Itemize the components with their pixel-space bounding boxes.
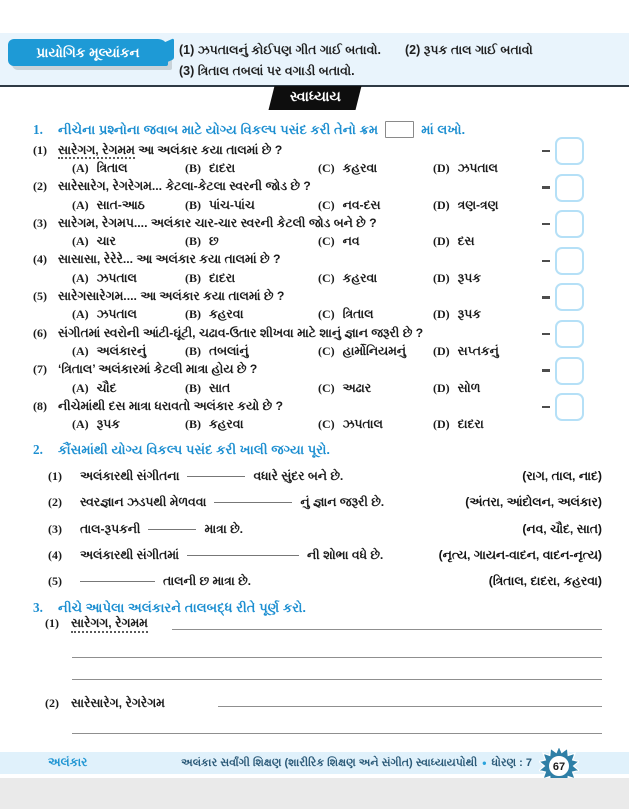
- question-2-number: 2.: [33, 441, 43, 457]
- option-c: (C) ઝપતાલ: [318, 417, 383, 432]
- fill-item-4: (4) અલંકારથી સંગીતમાં ની શોભા વધે છે. (નૃત્ય, ગાયન-વાદન, વાદન-નૃત્ય): [0, 547, 629, 573]
- answer-box[interactable]: [555, 320, 584, 348]
- fill-hint: (નૃત્ય, ગાયન-વાદન, વાદન-નૃત્ય): [438, 547, 602, 562]
- option-c: (C) હાર્મોનિયમનું: [318, 343, 406, 358]
- option-c: (C) ત્રિતાલ: [318, 307, 374, 322]
- option-c: (C) કહરવા: [318, 160, 378, 175]
- option-d: (D) રૂપક: [433, 270, 481, 285]
- fill-hint: (નવ, ચૌદ, સાત): [522, 521, 602, 536]
- answer-box[interactable]: [555, 247, 584, 275]
- option-b: (B) કહરવા: [185, 307, 244, 322]
- answer-box[interactable]: [555, 137, 584, 165]
- mcq-num: (4): [33, 252, 47, 267]
- option-b: (B) તબલાંનું: [185, 343, 249, 358]
- fill-item-3: (3) તાલ-રૂપકની માત્રા છે. (નવ, ચૌદ, સાત): [0, 521, 629, 547]
- option-b: (B) સાત: [185, 380, 231, 395]
- mcq-question-text: સારેસારેગ, રેગરેગમ... કેટલા-કેટલા સ્વરની જોડ છે ?: [58, 179, 311, 194]
- answer-dash: [542, 223, 550, 226]
- mcq-num: (6): [33, 325, 47, 340]
- answer-dash: [542, 296, 550, 299]
- answer-dash: [542, 333, 550, 336]
- option-c: (C) અઢાર: [318, 380, 372, 395]
- question-3-heading: [0, 598, 306, 617]
- answer-dash: [542, 369, 550, 372]
- option-d: (D) દાદરા: [433, 417, 484, 432]
- writing-line[interactable]: [72, 733, 602, 734]
- answer-box[interactable]: [555, 283, 584, 311]
- mcq-num: (2): [33, 179, 47, 194]
- fill-item-2: (2) સ્વરજ્ઞાન ઝડપથી મેળવવા નું જ્ઞાન જરૂરી છે. (અંતરા, આંદોલન, અલંકાર): [0, 494, 629, 520]
- option-a: (A) ચાર: [72, 234, 116, 249]
- mcq-question-text: નીચેમાંથી દસ માત્રા ધરાવતો અલંકાર કયો છે ?: [58, 398, 283, 413]
- option-b: (B) છ: [185, 234, 219, 249]
- option-d: (D) ત્રણ-ત્રણ: [433, 197, 499, 212]
- option-a: (A) સાત-આઠ: [72, 197, 145, 212]
- fill-item-5: (5) તાલની છ માત્રા છે. (ત્રિતાલ, દાદરા, કહરવા): [0, 573, 629, 599]
- practical-instruction-2: (2) રૂપક તાલ ગાઈ બતાવો: [405, 43, 533, 57]
- answer-slot: [542, 247, 584, 275]
- option-c: (C) કહરવા: [318, 270, 378, 285]
- option-d: (D) દસ: [433, 234, 475, 249]
- answer-box[interactable]: [555, 174, 584, 202]
- mcq-question-text: ‘ત્રિતાલ’ અલંકારમાં કેટલી માત્રા હોય છે ?: [58, 362, 258, 377]
- answer-slot: [542, 357, 584, 385]
- mcq-item-3: [0, 214, 629, 251]
- option-b: (B) પાંચ-પાંચ: [185, 197, 255, 212]
- option-b: (B) દાદરા: [185, 160, 236, 175]
- notation-item-2: (2) સારેસારેગ, રેગરેગમ: [45, 696, 165, 710]
- footer-grade: ધોરણ : 7: [491, 756, 532, 769]
- mcq-item-5: [0, 287, 629, 324]
- fill-hint: (અંતરા, આંદોલન, અલંકાર): [465, 495, 602, 510]
- answer-dash: [542, 406, 550, 409]
- fill-hint: (ત્રિતાલ, દાદરા, કહરવા): [488, 574, 602, 589]
- answer-slot: [542, 283, 584, 311]
- question-3-section: [0, 596, 629, 752]
- practical-instructions: [179, 40, 533, 82]
- notation-tied: સારેગગ, રેગમમ: [71, 616, 148, 633]
- option-a: (A) ઝપતાલ: [72, 307, 137, 322]
- page-bottom-margin: [0, 778, 629, 809]
- footer-bullet: •: [482, 756, 487, 770]
- mcq-question-text: સારેગગ, રેગમમ આ અલંકાર કયા તાલમાં છે ?: [58, 142, 283, 157]
- option-a: (A) રૂપક: [72, 417, 120, 432]
- practical-instruction-1: (1) ઝપતાલનું કોઈપણ ગીત ગાઈ બતાવો.: [179, 43, 382, 57]
- answer-slot: [542, 320, 584, 348]
- answer-dash: [542, 150, 550, 153]
- option-c: (C) નવ: [318, 234, 360, 249]
- question-1-heading: [0, 120, 629, 139]
- mcq-question-text: સારેગસારેગમ.... આ અલંકાર કયા તાલમાં છે ?: [58, 289, 285, 304]
- writing-line[interactable]: [72, 657, 602, 658]
- mcq-question-text: સંગીતમાં સ્વરોની આંટી-ઘૂંટી, ચઢાવ-ઉતાર શીખવા માટે શાનું જ્ઞાન જરૂરી છે ?: [58, 325, 424, 340]
- mcq-question-text: સાસાસા, રેરેરે... આ અલંકાર કયા તાલમાં છે ?: [58, 252, 281, 267]
- fill-blank[interactable]: [148, 518, 196, 530]
- mcq-num: (1): [33, 142, 47, 157]
- mcq-question-text: સારેગમ, રેગમપ.... અલંકાર ચાર-ચાર સ્વરની કેટલી જોડ બને છે ?: [58, 215, 377, 230]
- fill-blank[interactable]: [80, 570, 155, 582]
- answer-dash: [542, 186, 550, 189]
- question-2-section: [0, 440, 629, 599]
- option-a: (A) ઝપતાલ: [72, 270, 137, 285]
- writing-line[interactable]: [172, 629, 602, 630]
- mcq-item-8: [0, 397, 629, 434]
- footer-chapter-label: અલંકાર: [48, 755, 88, 769]
- writing-line[interactable]: [72, 679, 602, 680]
- answer-box[interactable]: [555, 210, 584, 238]
- fill-blank[interactable]: [214, 491, 292, 503]
- option-d: (D) ઝપતાલ: [433, 160, 498, 175]
- question-2-heading-text: કૌંસમાંથી યોગ્ય વિકલ્પ પસંદ કરી ખાલી જગ્યા પૂરો.: [58, 441, 331, 457]
- question-2-heading: [0, 440, 629, 459]
- question-3-number: 3.: [33, 599, 43, 615]
- mcq-item-4: [0, 251, 629, 288]
- answer-slot: [542, 393, 584, 421]
- option-a: (A) ત્રિતાલ: [72, 160, 128, 175]
- footer-book-title: અલંકાર સર્વાંગી શિક્ષણ (શારીરિક શિક્ષણ અને સંગીત) સ્વાધ્યાયપોથી • ધોરણ : 7: [181, 756, 532, 770]
- practical-eval-badge: [8, 39, 168, 66]
- fill-item-1: (1) અલંકારથી સંગીતના વધારે સુંદર બને છે. (રાગ, તાલ, નાદ): [0, 468, 629, 494]
- writing-line[interactable]: [218, 706, 602, 707]
- notation-item-1: (1) સારેગગ, રેગમમ: [0, 616, 148, 633]
- question-3-heading-text: નીચે આપેલા અલંકારને તાલબદ્ધ રીતે પૂર્ણ કરો.: [58, 599, 307, 615]
- practical-eval-badge-label: પ્રાયોગિક મૂલ્યાંકન: [36, 44, 140, 60]
- question-1-section: [0, 120, 629, 434]
- question-1-heading-tail: માં લખો.: [421, 121, 466, 137]
- mcq-num: (8): [33, 398, 47, 413]
- mcq-item-6: [0, 324, 629, 361]
- option-d: (D) સપ્તકનું: [433, 343, 499, 358]
- practical-instruction-3: (3) ત્રિતાલ તબલાં પર વગાડી બતાવો.: [179, 64, 355, 78]
- mcq-num: (5): [33, 289, 47, 304]
- option-d: (D) સોળ: [433, 380, 481, 395]
- answer-slot: [542, 210, 584, 238]
- fill-blank[interactable]: [187, 544, 299, 556]
- mcq-num: (3): [33, 215, 47, 230]
- mcq-num: (7): [33, 362, 47, 377]
- mcq-item-7: [0, 361, 629, 398]
- mcq-item-1: [0, 141, 629, 178]
- option-b: (B) કહરવા: [185, 417, 244, 432]
- fill-blank[interactable]: [187, 465, 245, 477]
- answer-box[interactable]: [555, 357, 584, 385]
- mcq-item-2: [0, 178, 629, 215]
- option-c: (C) નવ-દસ: [318, 197, 381, 212]
- option-a: (A) ચૌદ: [72, 380, 117, 395]
- fill-hint: (રાગ, તાલ, નાદ): [522, 469, 602, 483]
- notation-tied: સારેગગ, રેગમમ: [58, 142, 135, 157]
- page-number: 67: [552, 761, 566, 773]
- question-1-number: 1.: [33, 121, 43, 137]
- inline-answer-box[interactable]: [385, 121, 414, 138]
- option-a: (A) અલંકારનું: [72, 343, 147, 358]
- option-b: (B) દાદરા: [185, 270, 236, 285]
- answer-slot: [542, 137, 584, 165]
- answer-slot: [542, 174, 584, 202]
- answer-dash: [542, 260, 550, 263]
- question-1-heading-text: નીચેના પ્રશ્નોના જવાબ માટે યોગ્ય વિકલ્પ પસંદ કરી તેનો ક્રમ: [58, 121, 379, 137]
- swadhyay-section-badge: [268, 86, 361, 110]
- swadhyay-label: સ્વાધ્યાય: [289, 88, 341, 104]
- option-d: (D) રૂપક: [433, 307, 481, 322]
- answer-box[interactable]: [555, 393, 584, 421]
